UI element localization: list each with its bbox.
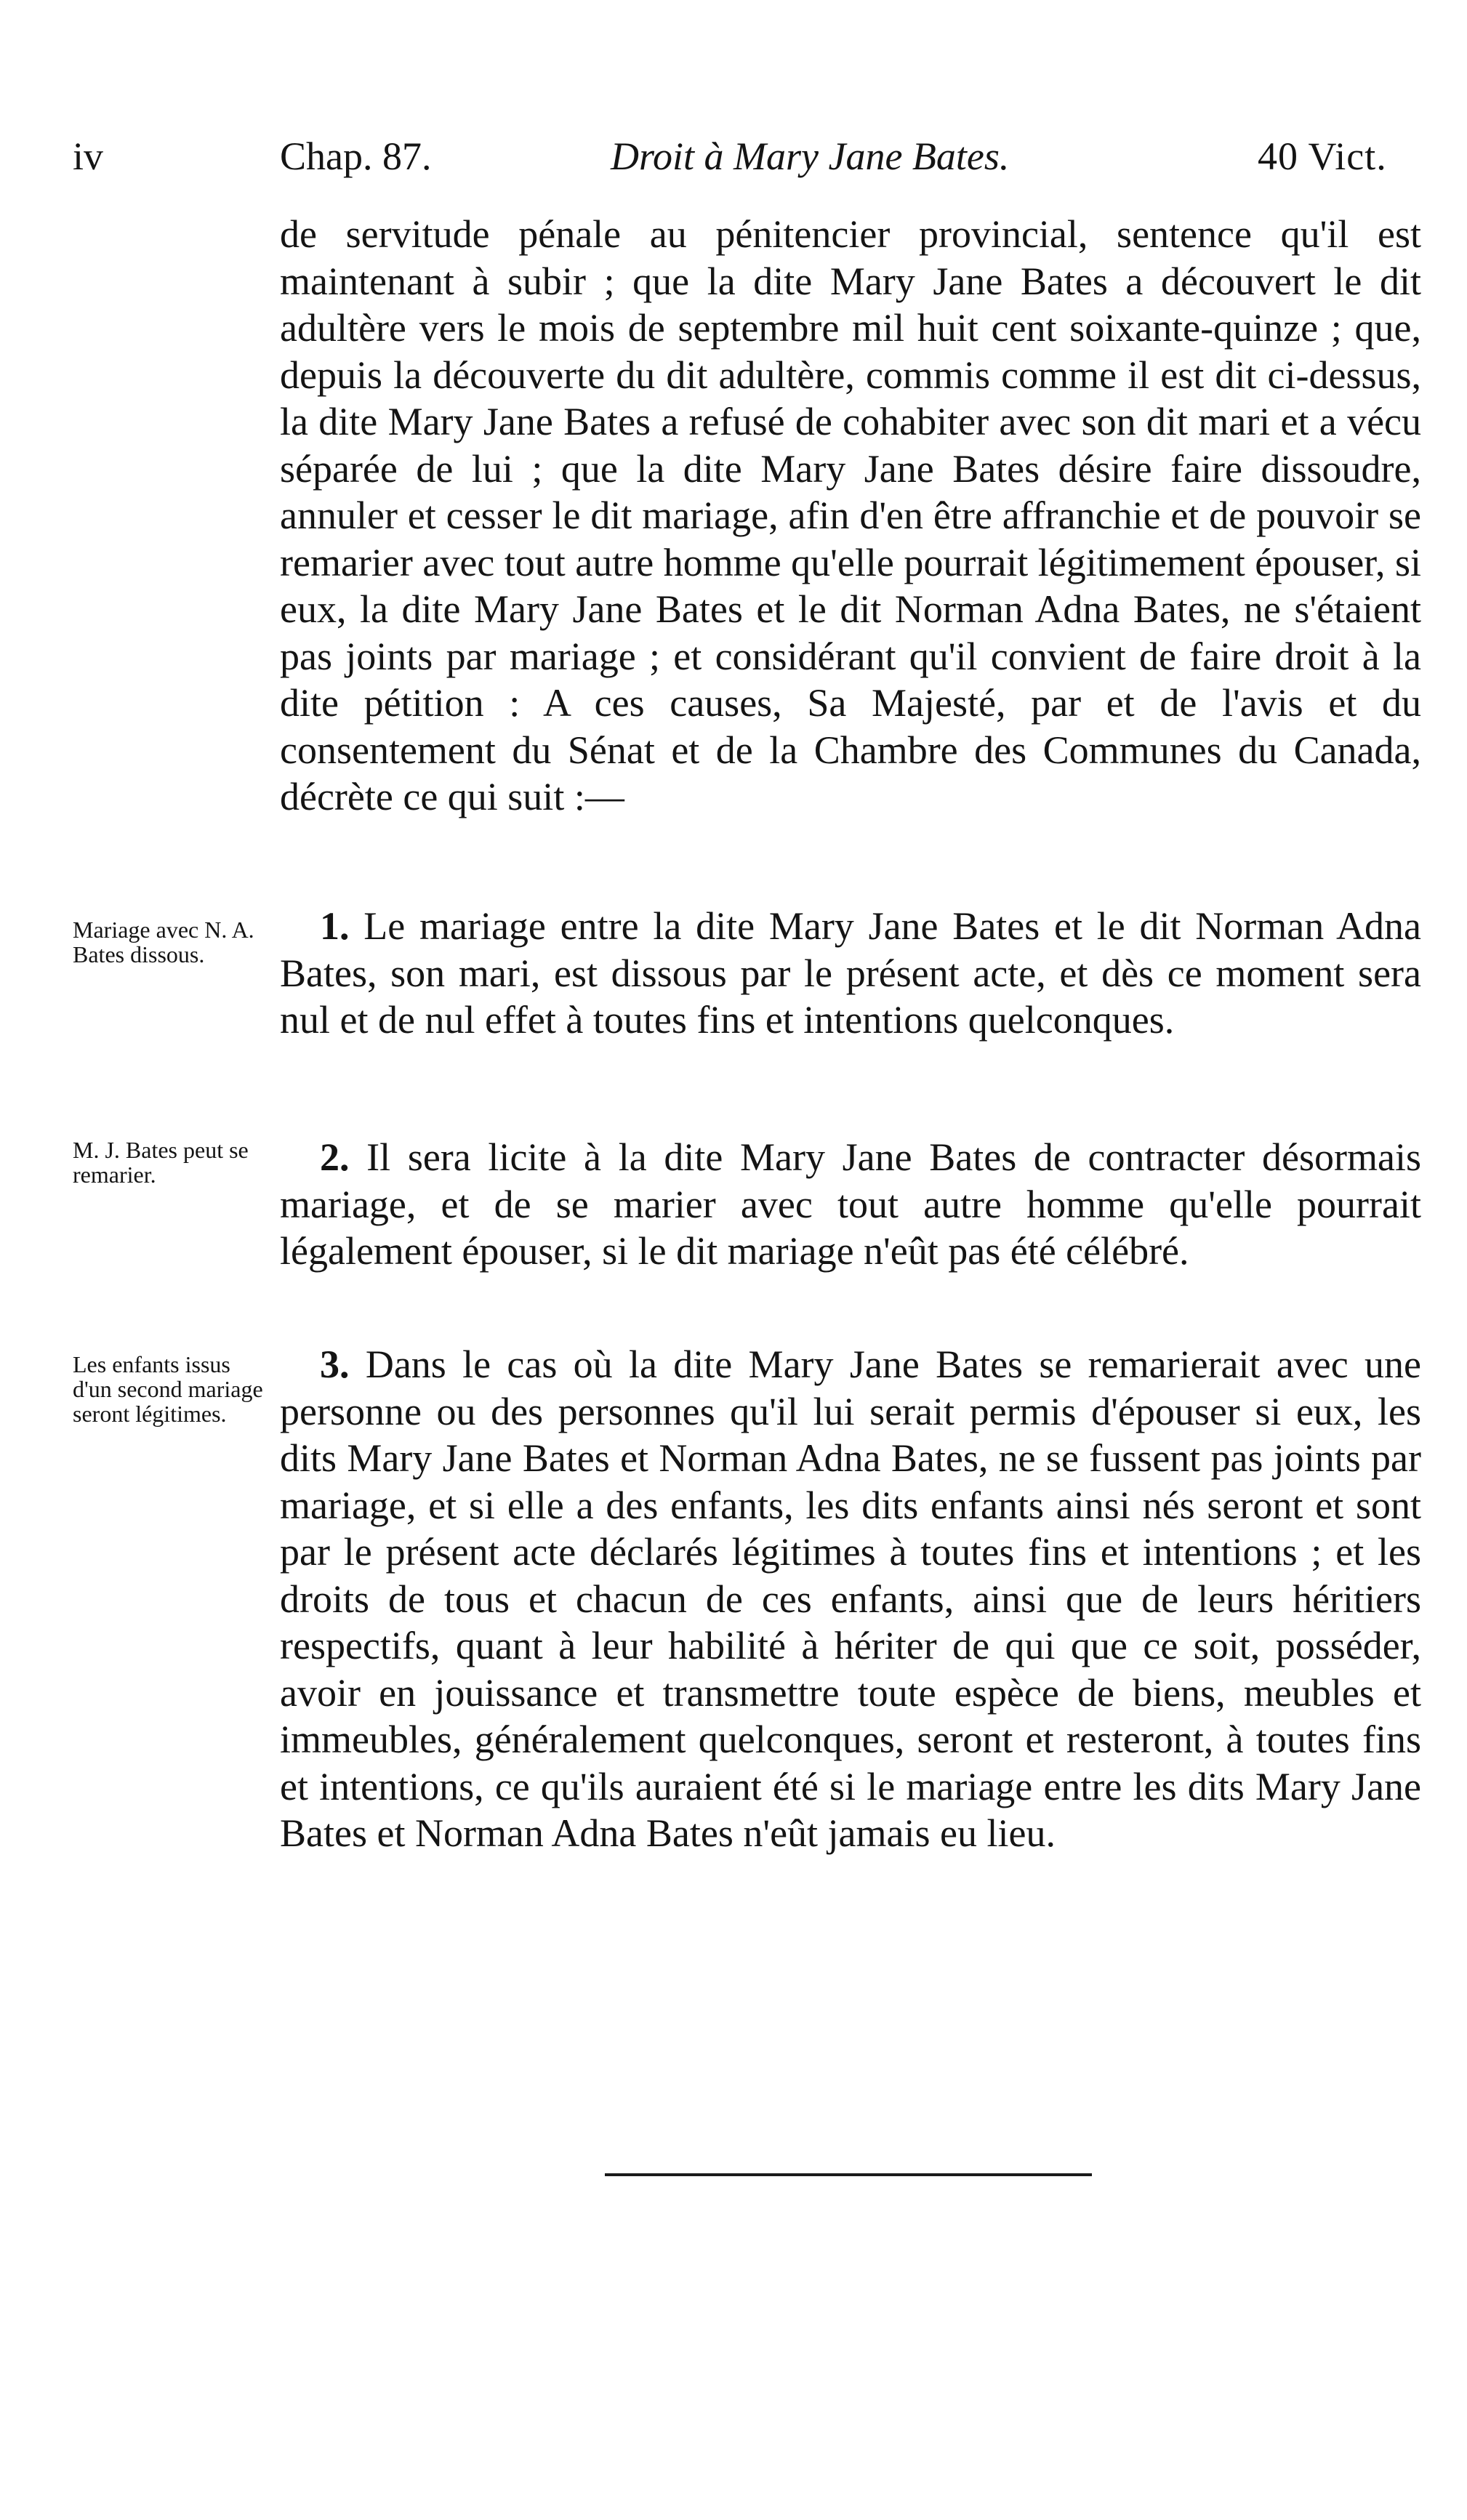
- chapter-label: Chap. 87.: [280, 134, 432, 178]
- section-number: 3.: [320, 1342, 350, 1386]
- margin-note-section-1: Mariage avec N. A. Bates dissous.: [73, 917, 254, 967]
- section-text: Le mariage entre la dite Mary Jane Bates et le dit Norman Adna Bates, son mari, est dissous par le présent acte, et dès ce moment sera nul et de nul effet à toutes fins et intentions quelconques.: [280, 904, 1422, 1042]
- section-1: [280, 903, 1421, 1044]
- preamble-paragraph: de servitude pénale au pénitencier provincial, sentence qu'il est maintenant à subir ; que la dite Mary Jane Bates a découvert le dit adultère vers le mois de septembre mil huit cent soixante-quinze ; que, depuis la découverte du dit adultère, commis comme il est dit ci-dessus, la dite Mary Jane Bates a refusé de cohabiter avec son dit mari et a vécu séparée de lui ; que la dite Mary Jane Bates désire faire dissoudre, annuler et cesser le dit mariage, afin d'en être affranchie et de pouvoir se remarier avec tout autre homme qu'elle pourrait légitimement épouser, si eux, la dite Mary Jane Bates et le dit Norman Adna Bates, ne s'étaient pas joints par mariage ; et considérant qu'il convient de faire droit à la dite pétition : A ces causes, Sa Majesté, par et de l'avis et du consentement du Sénat et de la Chambre des Communes du Canada, décrète ce qui suit :—: [280, 212, 1421, 818]
- end-rule-divider: [605, 2173, 1092, 2176]
- section-3: [280, 1341, 1421, 1857]
- margin-note-section-3: Les enfants issus d'un second mariage seront légitimes.: [73, 1351, 263, 1427]
- running-header: [0, 127, 1467, 185]
- margin-note-section-2: M. J. Bates peut se remarier.: [73, 1137, 249, 1188]
- regnal-year: 40 Vict.: [1258, 134, 1387, 178]
- section-number: 2.: [320, 1135, 350, 1179]
- page-number: iv: [73, 134, 104, 178]
- section-text: Il sera licite à la dite Mary Jane Bates de contracter désormais mariage, et de se marier avec tout autre homme qu'elle pourrait légalement épouser, si le dit mariage n'eût pas été célébré.: [280, 1135, 1421, 1273]
- act-title: Droit à Mary Jane Bates.: [611, 134, 1010, 178]
- section-text: Dans le cas où la dite Mary Jane Bates se remarierait avec une personne ou des personnes qu'il lui serait permis d'épouser si eux, les dits Mary Jane Bates et Norman Adna Bates, ne se fussent pas joints par mariage, et si elle a des enfants, les dits enfants ainsi nés seront et sont par le présent acte déclarés légitimes à toutes fins et intentions ; et les droits de tous et chacun de ces enfants, ainsi que de leurs héritiers respectifs, quant à leur habilité à hériter de qui que ce soit, posséder, avoir en jouissance et transmettre toute espèce de biens, meubles et immeubles, généralement quelconques, seront et resteront, à toutes fins et intentions, ce qu'ils auraient été si le mariage entre les dits Mary Jane Bates et Norman Adna Bates n'eût jamais eu lieu.: [280, 1342, 1422, 1855]
- section-2: [280, 1134, 1421, 1275]
- section-number: 1.: [320, 904, 350, 948]
